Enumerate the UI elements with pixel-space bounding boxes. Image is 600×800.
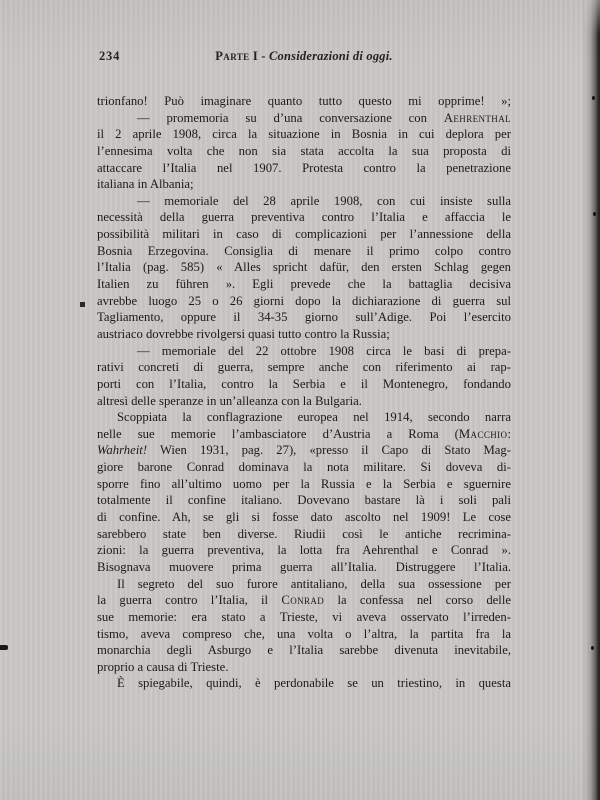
body-line: possibilità militari in caso di complicazioni per l’annessione della [97,227,511,242]
running-head [97,49,511,64]
body-line: l’ennesima volta che non sia stata accolta la sua proposta di [97,143,511,158]
body-line: avrebbe luogo 25 o 26 giorni dopo la dichiarazione di guerra sul [97,293,511,308]
body-line: nelle sue memorie l’ambasciatore d’Austria a Roma (Macchio: [97,426,511,441]
body-line: Scoppiata la conflagrazione europea nel 1914, secondo narra [117,410,511,425]
body-line: sue memorie: era stato a Trieste, vi aveva osservato l’irreden- [97,609,511,624]
edge-speck [593,212,596,216]
chapter-title: Considerazioni di oggi. [269,49,393,63]
body-line: — promemoria su d’una conversazione con Aehrenthal [137,110,511,125]
body-line: giore barone Conrad dominava la nota militare. Si doveva di- [97,460,511,475]
body-line: — memoriale del 22 ottobre 1908 circa le basi di prepa- [137,343,511,358]
chapter-part-label: Parte [215,49,250,63]
body-line: sporre fino all’ultimo uomo per la Russia e la Serbia e sguernire [97,476,511,491]
body-line: Wahrheit! Wien 1931, pag. 27), «presso il Capo di Stato Mag- [97,443,511,458]
edge-speck [592,96,595,100]
body-line: È spiegabile, quindi, è perdonabile se un triestino, in questa [117,676,511,691]
body-line: monarchia degli Asburgo e l’Italia sarebbe divenuta inevitabile, [97,643,511,658]
body-line: necessità della guerra preventiva contro l’Italia e affaccia le [97,210,511,225]
body-line: di confine. Ah, se gli si fosse dato ascolto nel 1909! Le cose [97,510,511,525]
body-line: Bosnia Erzegovina. Consiglia di menare il primo colpo contro [97,243,511,258]
body-line: trionfano! Può imaginare quanto tutto questo mi opprime! »; [97,94,511,108]
body-line: sarebbero state ben diverse. Riudii così le antiche recrimina- [97,526,511,541]
body-line: — memoriale del 28 aprile 1908, con cui insiste sulla [137,193,511,208]
body-line: la guerra contro l’Italia, il Conrad la confessa nel corso delle [97,593,511,608]
body-line: rativi concreti di guerra, sempre anche con riferimento ai rap- [97,360,511,375]
page-edge-shadow [582,0,600,800]
body-line: l’Italia (pag. 585) « Alles spricht dafür, den ersten Schlag gegen [97,260,511,275]
page-number: 234 [99,49,121,63]
body-line: attaccare l’Italia nel 1907. Protesta contro la penetrazione [97,160,511,175]
body-line: il 2 aprile 1908, circa la situazione in Bosnia in cui deplora per [97,127,511,142]
edge-speck [591,646,594,650]
body-line: Tagliamento, oppure il 34-35 giorno sull’Adige. Poi l’esercito [97,310,511,325]
body-line: tismo, aveva compreso che, una volta o l’altra, la partita fra la [97,626,511,641]
body-line: italiana in Albania; [97,177,194,192]
body-line: totalmente il confine italiano. Dovevano bastare là i soli pali [97,493,511,508]
body-line: proprio a causa di Trieste. [97,659,229,674]
body-line: Il segreto del suo furore antitaliano, della sua ossessione per [117,576,511,591]
left-edge-ink-dash [0,645,8,650]
body-line: porti con l’Italia, contro la Serbia e il Montenegro, fondando [97,376,511,391]
chapter-header [97,49,511,64]
chapter-part-number: I - [249,49,269,63]
body-line: Bisognava muovere prima guerra all’Italia. Distruggere l’Italia. [97,559,511,574]
body-line: austriaco dovrebbe rivolgersi quasi tutto contro la Russia; [97,326,390,341]
margin-ink-dot [80,302,85,307]
body-line: zioni: la guerra preventiva, la lotta fra Aehrenthal e Conrad ». [97,543,511,558]
body-line: Italien zu führen ». Egli prevede che la battaglia decisiva [97,277,511,292]
body-line: altresì delle speranze in un’alleanza con la Bulgaria. [97,393,362,408]
page-body [97,93,511,692]
